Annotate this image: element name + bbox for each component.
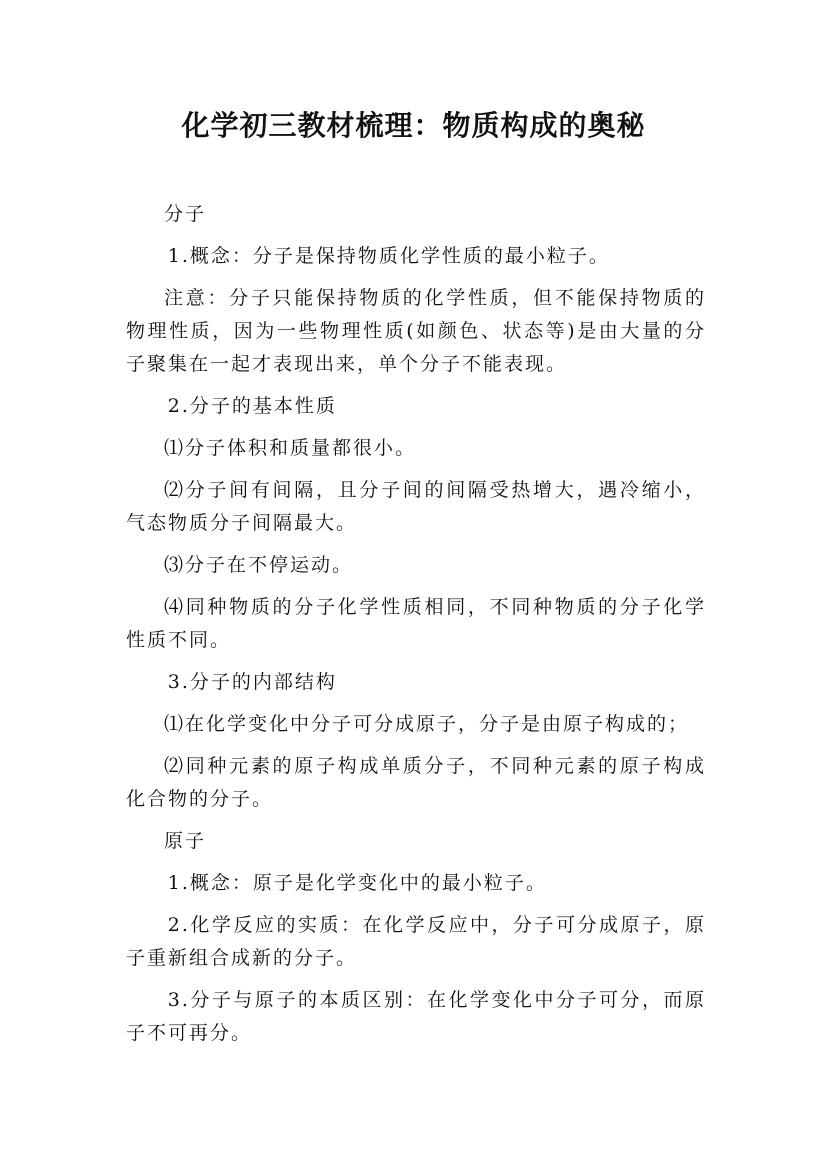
reaction-essence: 2.化学反应的实质：在化学反应中，分子可分成原子，原子重新组合成新的分子。: [126, 914, 706, 969]
molecule-property-3: ⑶分子在不停运动。: [164, 554, 354, 576]
document-title: 化学初三教材梳理：物质构成的奥秘: [181, 109, 646, 142]
section-heading-molecule: 分子: [164, 203, 207, 225]
molecule-structure-2: ⑵同种元素的原子构成单质分子，不同种元素的原子构成化合物的分子。: [126, 755, 706, 810]
molecule-atom-difference: 3.分子与原子的本质区别：在化学变化中分子可分，而原子不可再分。: [126, 989, 706, 1044]
molecule-property-2: ⑵分子间有间隔，且分子间的间隔受热增大，遇冷缩小，气态物质分子间隔最大。: [126, 479, 706, 534]
document-body: [126, 198, 706, 1059]
molecule-property-4: ⑷同种物质的分子化学性质相同，不同种物质的分子化学性质不同。: [126, 596, 706, 651]
molecule-concept: 1.概念：分子是保持物质化学性质的最小粒子。: [167, 245, 610, 267]
molecule-property-1: ⑴分子体积和质量都很小。: [164, 437, 417, 459]
atom-concept: 1.概念：原子是化学变化中的最小粒子。: [167, 872, 547, 894]
molecule-structure-1: ⑴在化学变化中分子可分成原子，分子是由原子构成的；: [164, 713, 690, 735]
molecule-note: 注意：分子只能保持物质的化学性质，但不能保持物质的物理性质，因为一些物理性质(如颜色、状态等)是由大量的分子聚集在一起才表现出来，单个分子不能表现。: [126, 287, 706, 375]
molecule-properties-heading: 2.分子的基本性质: [167, 395, 337, 417]
molecule-structure-heading: 3.分子的内部结构: [167, 671, 337, 693]
section-heading-atom: 原子: [164, 830, 207, 852]
